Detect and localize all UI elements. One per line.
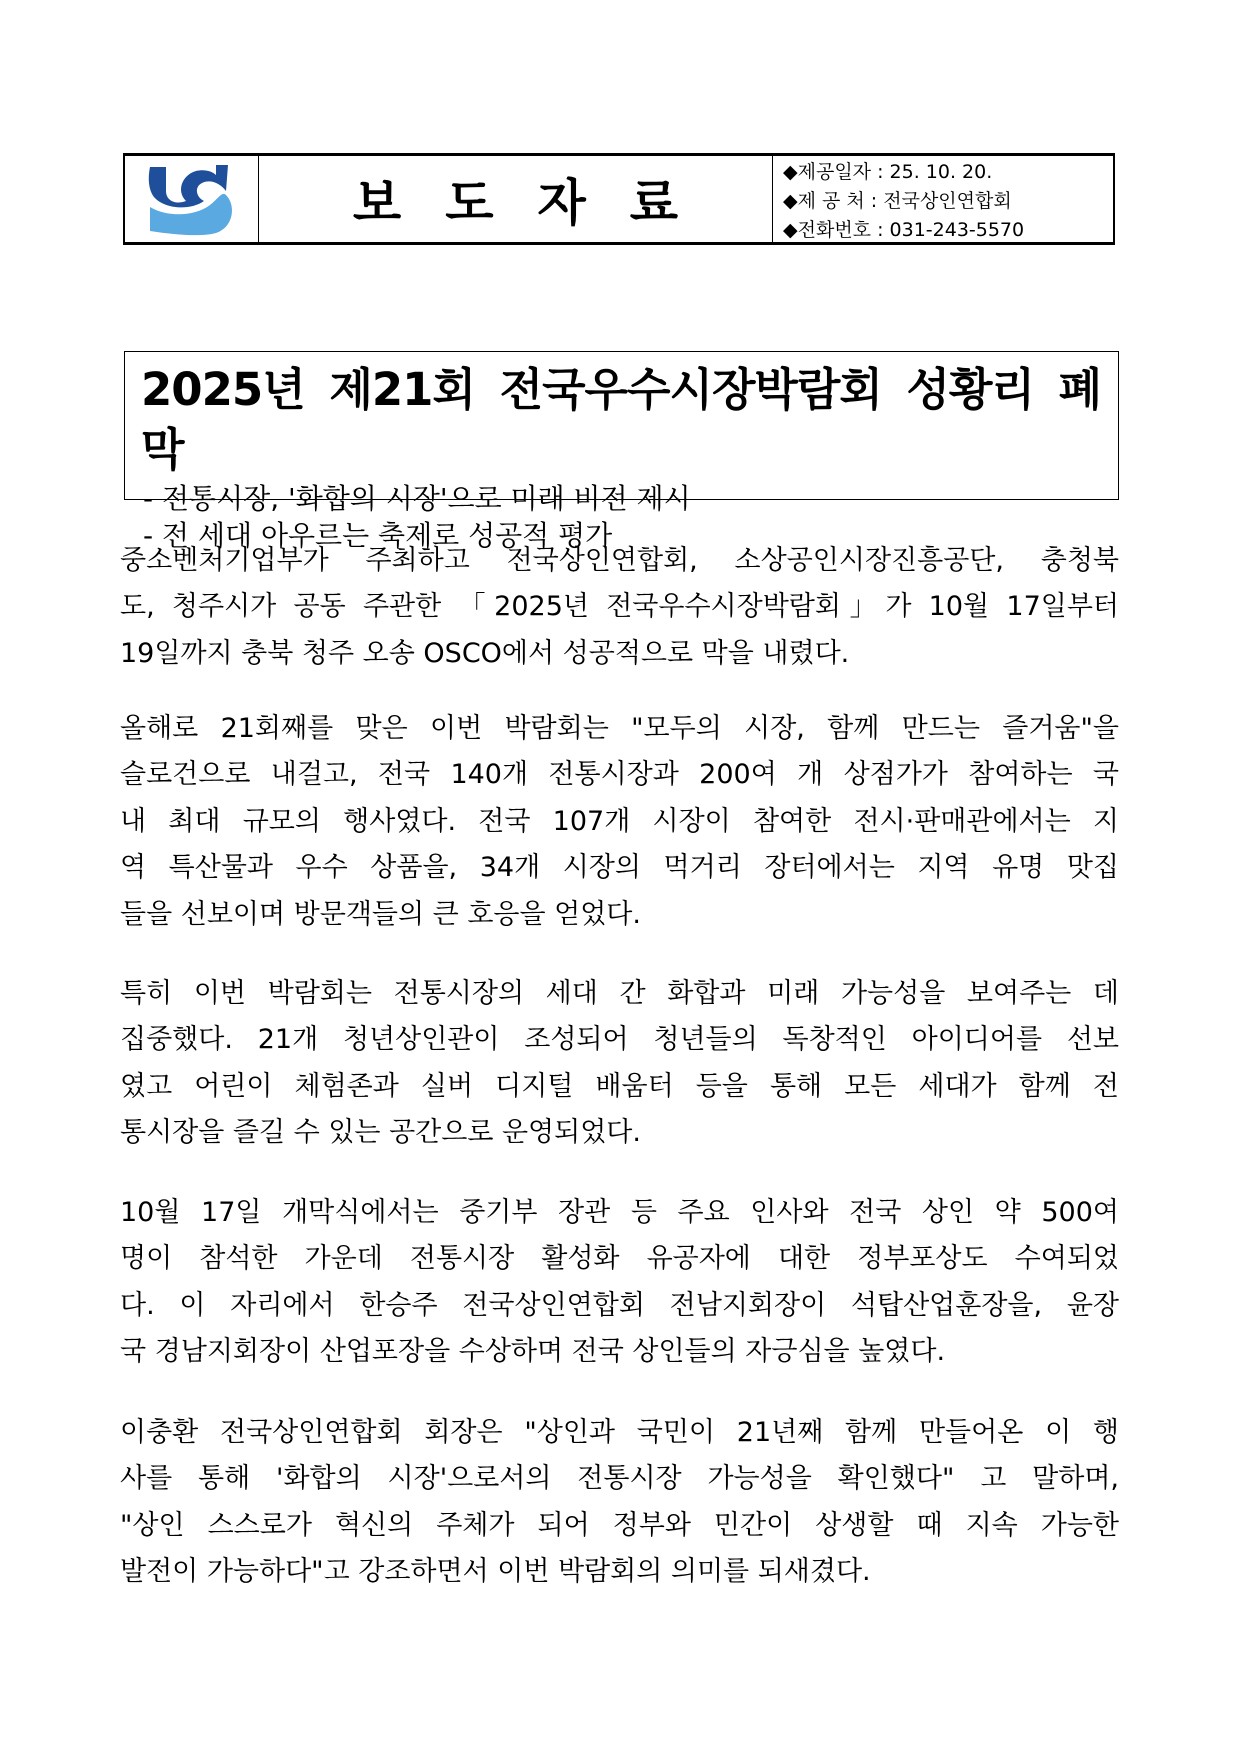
- paragraph-line: 국 경남지회장이 산업포장을 수상하며 전국 상인들의 자긍심을 높였다.: [120, 1336, 946, 1368]
- headline-box: [124, 351, 1119, 552]
- logo-swirl-icon: [146, 161, 238, 237]
- meta-provider: ◆제 공 처 : 전국상인연합회: [783, 190, 1012, 212]
- paragraph-line: 10월 17일 개막식에서는 중기부 장관 등 주요 인사와 전국 상인 약 500여: [120, 1197, 1119, 1228]
- paragraph-line: 도, 청주시가 공동 주관한 「2025년 전국우수시장박람회」가 10월 17일부터: [120, 591, 1119, 623]
- document-type-title: 보도자료: [259, 156, 773, 242]
- body-paragraph: [120, 706, 1119, 938]
- body-paragraph: [120, 971, 1119, 1157]
- press-release-header: [123, 153, 1115, 245]
- meta-date: ◆제공일자 : 25. 10. 20.: [783, 161, 993, 183]
- paragraph-line: 19일까지 충북 청주 오송 OSCO에서 성공적으로 막을 내렸다.: [120, 637, 850, 669]
- headline-subtitle: - 전통시장, '화합의 시장'으로 미래 비전 제시: [143, 482, 691, 515]
- paragraph-line: 특히 이번 박람회는 전통시장의 세대 간 화합과 미래 가능성을 보여주는 데: [120, 978, 1119, 1009]
- paragraph-line: 중소벤처기업부가 주최하고 전국상인연합회, 소상공인시장진흥공단, 충청북: [120, 545, 1119, 576]
- organization-logo: [125, 156, 259, 242]
- paragraph-line: 이충환 전국상인연합회 회장은 "상인과 국민이 21년째 함께 만들어온 이 행: [120, 1417, 1119, 1448]
- paragraph-line: 였고 어린이 체험존과 실버 디지털 배움터 등을 통해 모든 세대가 함께 전: [120, 1070, 1119, 1102]
- paragraph-line: 올해로 21회째를 맞은 이번 박람회는 "모두의 시장, 함께 만드는 즐거움"을: [120, 713, 1119, 744]
- paragraph-line: 명이 참석한 가운데 전통시장 활성화 유공자에 대한 정부포상도 수여되었: [120, 1243, 1119, 1275]
- meta-phone: ◆전화번호 : 031-243-5570: [783, 219, 1025, 241]
- paragraph-line: 슬로건으로 내걸고, 전국 140개 전통시장과 200여 개 상점가가 참여하는 국: [120, 759, 1119, 791]
- body-paragraph: [120, 1190, 1119, 1376]
- paragraph-line: 집중했다. 21개 청년상인관이 조성되어 청년들의 독창적인 아이디어를 선보: [120, 1024, 1119, 1056]
- paragraph-line: 발전이 가능하다"고 강조하면서 이번 박람회의 의미를 되새겼다.: [120, 1556, 871, 1588]
- headline-title: 2025년 제21회 전국우수시장박람회 성황리 폐막: [141, 363, 1102, 476]
- body-paragraph: [120, 1410, 1119, 1596]
- paragraph-line: 통시장을 즐길 수 있는 공간으로 운영되었다.: [120, 1117, 641, 1149]
- paragraph-line: 내 최대 규모의 행사였다. 전국 107개 시장이 참여한 전시·판매관에서는 지: [120, 805, 1119, 837]
- release-meta: [773, 156, 1113, 242]
- paragraph-line: 들을 선보이며 방문객들의 큰 호응을 얻었다.: [120, 898, 641, 930]
- body-paragraph: [120, 538, 1119, 677]
- paragraph-line: 역 특산물과 우수 상품을, 34개 시장의 먹거리 장터에서는 지역 유명 맛집: [120, 852, 1119, 884]
- headline-subtitle: - 전 세대 아우르는 축제로 성공적 평가: [143, 519, 613, 552]
- paragraph-line: 사를 통해 '화합의 시장'으로서의 전통시장 가능성을 확인했다" 고 말하며,: [120, 1463, 1119, 1495]
- paragraph-line: "상인 스스로가 혁신의 주체가 되어 정부와 민간이 상생할 때 지속 가능한: [120, 1509, 1119, 1541]
- paragraph-line: 다. 이 자리에서 한승주 전국상인연합회 전남지회장이 석탑산업훈장을, 윤장: [120, 1289, 1119, 1321]
